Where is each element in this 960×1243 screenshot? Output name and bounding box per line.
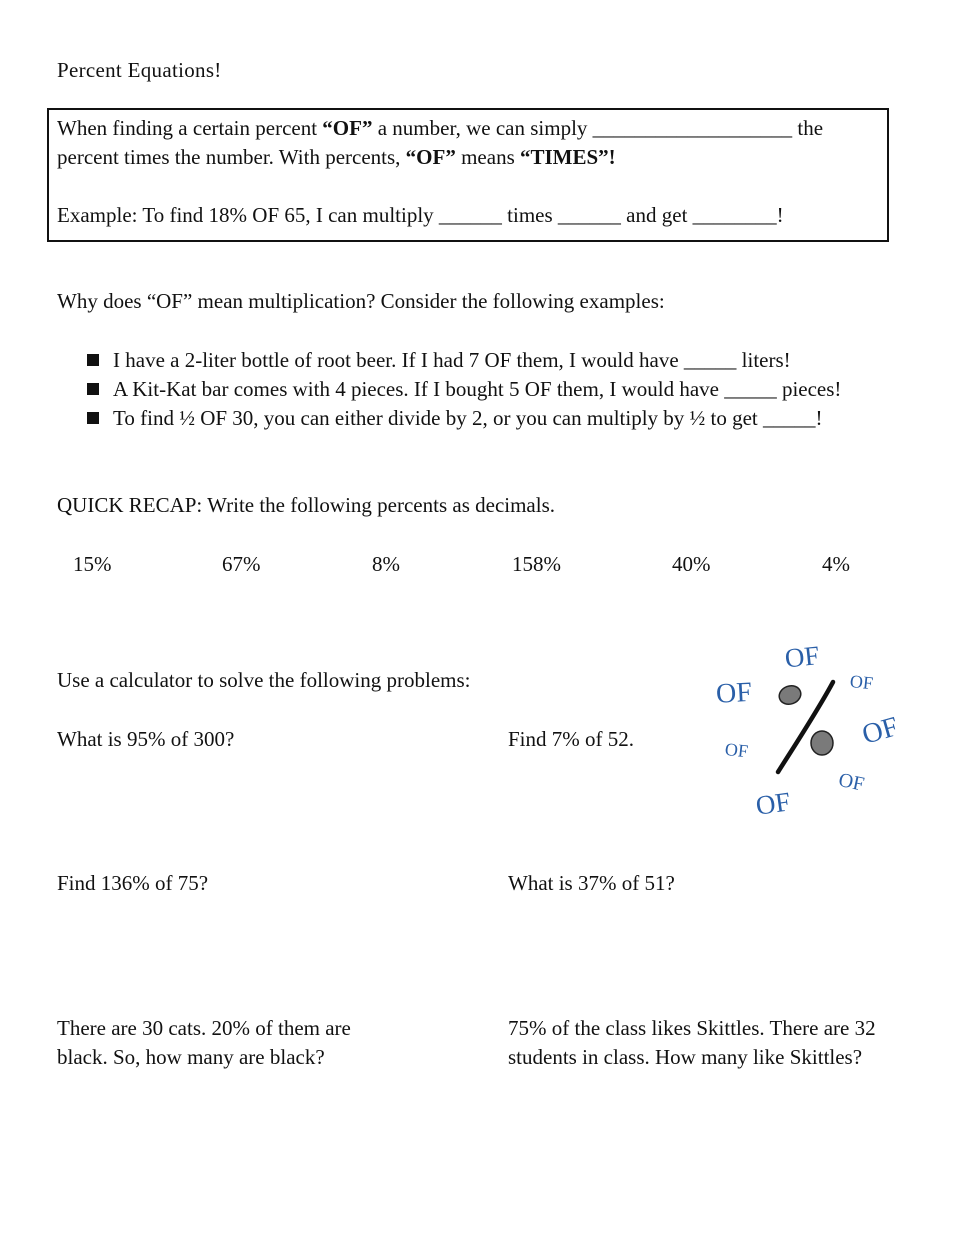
why-question: Why does “OF” mean multiplication? Consider the following examples:: [57, 289, 665, 313]
percent-value: 158%: [512, 552, 561, 576]
of-emphasis: “OF”: [322, 116, 373, 140]
percent-value: 8%: [372, 552, 400, 576]
word-problem-skittles-line-1: 75% of the class likes Skittles. There are 32: [508, 1016, 876, 1040]
of-word: OF: [836, 768, 867, 796]
definition-example: Example: To find 18% OF 65, I can multiply ______ times ______ and get ________!: [57, 203, 784, 227]
of-word: OF: [849, 671, 874, 694]
definition-text: a number, we can simply ___________________ the: [372, 116, 824, 140]
recap-instruction: QUICK RECAP: Write the following percents as decimals.: [57, 493, 556, 517]
word-problem-cats-line-2: black. So, how many are black?: [57, 1045, 325, 1069]
problem-1: What is 95% of 300?: [57, 727, 235, 751]
of-word: OF: [783, 640, 821, 674]
page-title: Percent Equations!: [57, 58, 222, 82]
bullet-square-icon: [87, 383, 99, 395]
percent-value: 40%: [672, 552, 711, 576]
of-word: OF: [858, 711, 902, 751]
percent-dot-icon: [811, 731, 833, 755]
of-emphasis: “OF”: [405, 145, 456, 169]
definition-text: percent times the number. With percents,: [57, 145, 406, 169]
bullet-item: A Kit-Kat bar comes with 4 pieces. If I bought 5 OF them, I would have _____ pieces!: [113, 377, 842, 401]
definition-text: means: [455, 145, 520, 169]
bullet-item: I have a 2-liter bottle of root beer. If I had 7 OF them, I would have _____ liters!: [113, 348, 791, 372]
word-problem-cats-line-1: There are 30 cats. 20% of them are: [57, 1016, 351, 1040]
percent-value: 4%: [822, 552, 850, 576]
of-word: OF: [753, 786, 793, 821]
definition-text: When finding a certain percent: [57, 116, 323, 140]
percent-of-graphic: [700, 630, 920, 830]
problem-4: What is 37% of 51?: [508, 871, 675, 895]
of-word: OF: [724, 739, 749, 762]
bullet-square-icon: [87, 412, 99, 424]
bullet-square-icon: [87, 354, 99, 366]
percent-value: 15%: [73, 552, 112, 576]
word-problem-skittles-line-2: students in class. How many like Skittles?: [508, 1045, 863, 1069]
times-emphasis: “TIMES”!: [520, 145, 616, 169]
percent-value: 67%: [222, 552, 261, 576]
percent-dot-icon: [777, 683, 804, 707]
calculator-intro: Use a calculator to solve the following problems:: [57, 668, 471, 692]
definition-line-2: [57, 145, 616, 170]
of-word: OF: [715, 676, 753, 710]
definition-line-1: [57, 116, 823, 141]
problem-2: Find 7% of 52.: [508, 727, 634, 751]
problem-3: Find 136% of 75?: [57, 871, 209, 895]
bullet-item: To find ½ OF 30, you can either divide by 2, or you can multiply by ½ to get _____!: [113, 406, 823, 430]
